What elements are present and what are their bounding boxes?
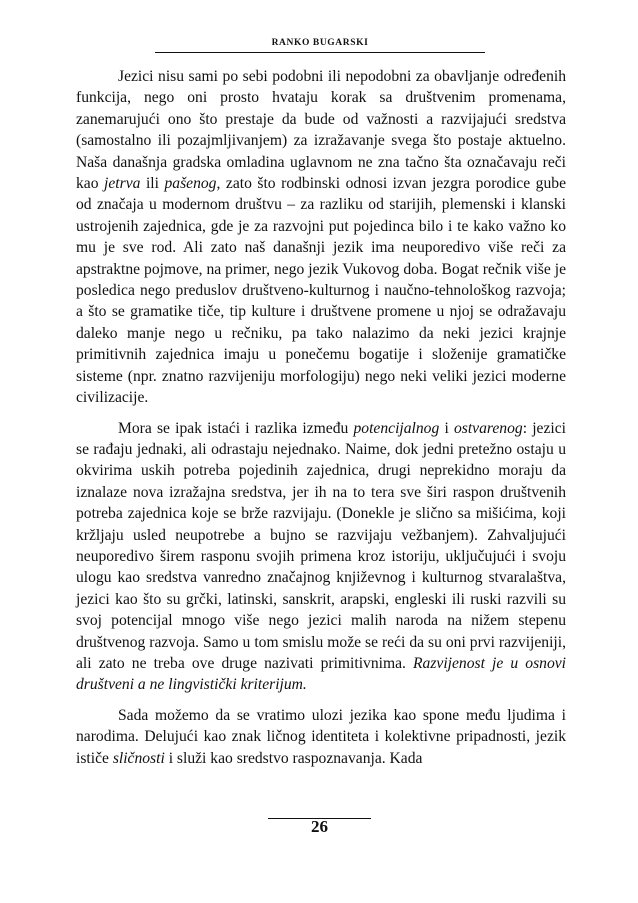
italic-sentence: Razvijenost je u osnovi društveni a ne lingvistički kriterijum.: [76, 654, 566, 694]
text-run: Jezici nisu sami po sebi podobni ili nepodobni za obavljanje određenih funkcija, nego oni prosto hvataju korak sa društvenim promenama, zanemarujući ono što prestaje da bude od važnosti a razvijajući sredstva (samostalno ili pozajmljivanjem) za izražavanje svega što postaje aktuelno. Naša današnja gradska omladina uglavnom ne zna tačno šta označavaju reči kao: [76, 68, 566, 193]
running-header: [155, 38, 485, 53]
text-run: i: [439, 419, 454, 437]
italic-term: potencijalnog: [353, 419, 440, 437]
text-run: , zato što rodbinski odnosi izvan jezgra porodice gube od značaja u modernom društvu – za razliku od starijih, plemenski i klanski ustrojenih zajednica, gde je za razvojni put pojedinca bilo i te kako važno ko mu je sve rod. Ali zato naš današnji jezik ima neuporedivo više reči za apstraktne pojmove, na primer, nego jezik Vukovog doba. Bogat rečnik više je posledica nego preduslov društveno-kulturnog i naučno-tehnološkog razvoja; a što se gramatike tiče, tip kulture i društvene promene u njoj se odražavaju daleko manje nego u rečniku, pa tako nalazimo da neki jezici krajnje primitivnih zajednica imaju u ponečemu bogatije i složenije gramatičke sisteme (npr. znatno razvijeniju morfologiju) nego neki veliki jezici moderne civilizacije.: [76, 175, 566, 407]
italic-term: ostvarenog: [453, 419, 523, 437]
header-rule: [155, 52, 485, 53]
text-run: ili: [140, 175, 165, 193]
paragraph: [76, 66, 566, 409]
italic-term: jetrva: [104, 175, 141, 193]
text-run: : jezici se rađaju jednaki, ali odrastaju nejednako. Naime, dok jedni pretežno ostaju u okvirima uskih potreba pojedinih zajednica, drugi neprekidno moraju da iznalaze nova izražajna sredstva, jer ih na to tera sve širi raspon društvenih potreba zajednica koje se brže razvijaju. (Donekle je slično sa mišićima, koji kržljaju usled neupotrebe a bujno se razvijaju vežbanjem). Zahvaljujući neuporedivo širem rasponu svojih primena kroz istoriju, uključujući i svoju ulogu kao sredstva vanredno značajnog književnog i kulturnog stvaralaštva, jezici kao što su grčki, latinski, sanskrit, arapski, engleski ili ruski razvili su svoj potencijal mnogo više nego jezici malih naroda na nižem stepenu društvenog razvoja. Samo u tom smislu može se reći da su oni prvi razvijeniji, ali zato ne treba ove druge nazivati primitivnima.: [76, 419, 566, 672]
text-run: i služi kao sredstvo raspoznavanja. Kada: [164, 749, 423, 767]
running-header-title: RANKO BUGARSKI: [271, 38, 369, 48]
italic-term: pašenog: [164, 175, 217, 193]
paragraph: [76, 418, 566, 696]
paragraph: [76, 705, 566, 769]
page-number: 26: [311, 817, 328, 836]
text-run: Sada možemo da se vratimo ulozi jezika kao spone među ljudima i narodima. Delujući kao znak ličnog identiteta i kolektivne pripadnosti, jezik ističe: [76, 706, 566, 767]
text-run: Mora se ipak istaći i razlika između: [118, 419, 354, 437]
page-body: [76, 66, 566, 769]
italic-term: sličnosti: [112, 749, 165, 767]
